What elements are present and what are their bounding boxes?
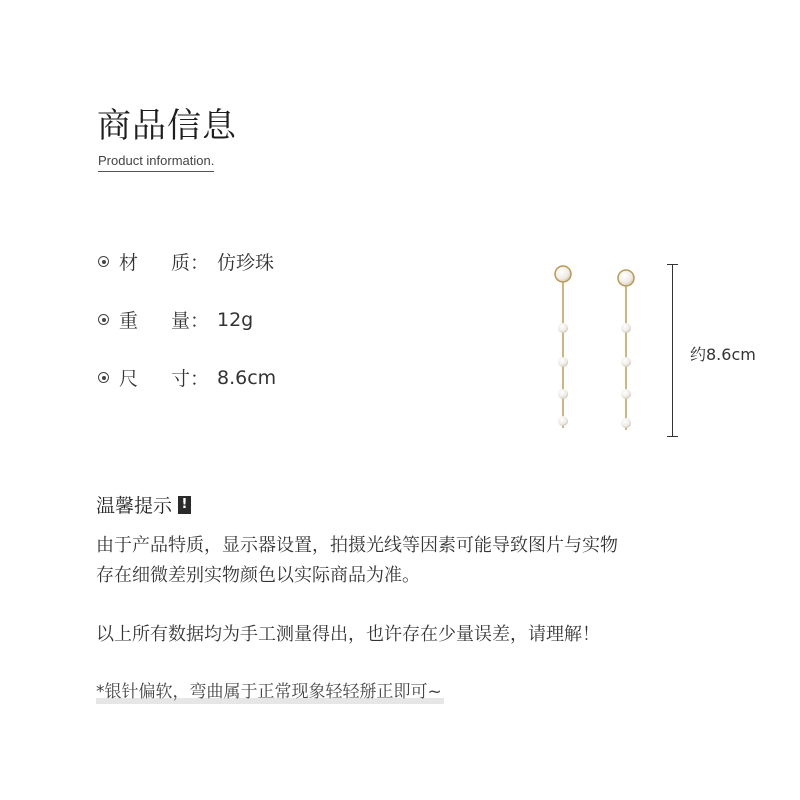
- tips-note: *银针偏软，弯曲属于正常现象轻轻掰正即可~: [96, 682, 442, 702]
- earring-left: [555, 266, 571, 428]
- spec-material: [98, 248, 274, 275]
- spec-value: 12g: [217, 308, 254, 331]
- dimension-cap-top: [667, 264, 678, 265]
- bullet-icon: [98, 314, 109, 325]
- tips-paragraph-2: 以上所有数据均为手工测量得出，也许存在少量误差，请理解！: [96, 624, 600, 645]
- spec-value: 8.6cm: [217, 366, 277, 389]
- spec-size: [98, 364, 276, 391]
- page-subtitle: Product information.: [98, 153, 214, 172]
- tips-line: 存在细微差别实物颜色以实际商品为准。: [96, 565, 420, 586]
- tips-heading: [96, 491, 191, 518]
- dimension-line: [672, 264, 673, 437]
- spec-weight: [98, 306, 253, 333]
- spec-label: 尺 寸：: [119, 368, 210, 390]
- dimension-label: 约8.6cm: [690, 345, 756, 364]
- spec-label: 重 量：: [119, 310, 210, 332]
- bullet-icon: [98, 256, 109, 267]
- spec-label: 材 质：: [119, 252, 210, 274]
- bullet-icon: [98, 372, 109, 383]
- spec-value: 仿珍珠: [217, 252, 275, 274]
- page-title: 商品信息: [97, 106, 237, 146]
- tips-paragraph-1: [96, 531, 618, 591]
- dimension-cap-bottom: [667, 436, 678, 437]
- tips-line: 由于产品特质，显示器设置，拍摄光线等因素可能导致图片与实物: [96, 535, 618, 556]
- pearl-earrings-image: [540, 258, 650, 438]
- earring-right: [618, 270, 634, 430]
- exclamation-icon: !: [178, 496, 191, 514]
- tips-heading-text: 温馨提示: [96, 495, 173, 517]
